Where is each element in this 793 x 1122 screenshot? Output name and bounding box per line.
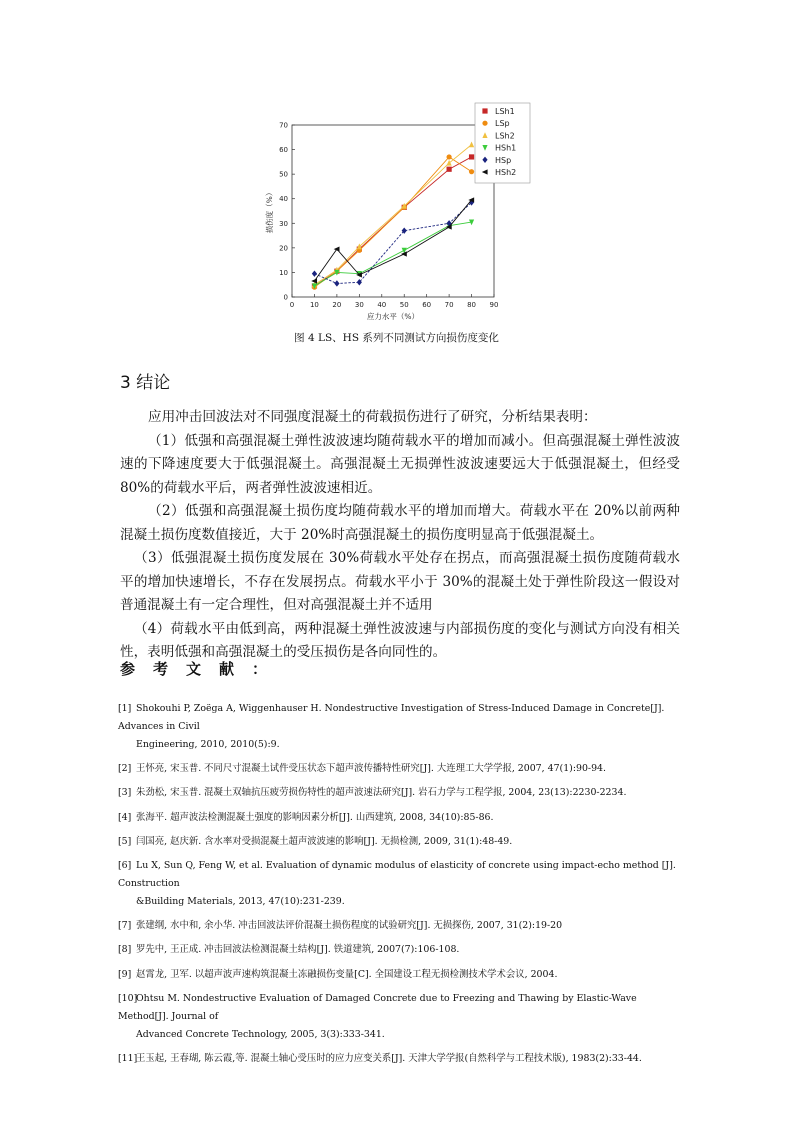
data-point-lsh2 <box>447 160 452 166</box>
paragraph-1: （1）低强和高强混凝土弹性波波速均随荷载水平的增加而减小。但高强混凝土弹性波波速的下降速度要大于低强混凝土。高强混凝土无损弹性波波速要远大于低强混凝土，但经受 80%的荷载水平后，两者弹性波波速相近。 <box>120 432 680 496</box>
x-tick-label: 90 <box>489 301 499 309</box>
y-tick-label: 50 <box>279 170 288 179</box>
chart-svg <box>262 100 542 322</box>
y-tick-label: 70 <box>279 121 288 130</box>
damage-chart <box>262 100 542 322</box>
series-line-lsh1 <box>314 157 471 286</box>
paragraph-3: （3）低强混凝土损伤度发展在 30%荷载水平处存在拐点，而高强混凝土损伤度随荷载水平的增加快速增长，不存在发展拐点。荷载水平小于 30%的混凝土处于弹性阶段这一假设对普通混凝土有一定合理性，但对高强混凝土并不适用 <box>120 550 680 613</box>
data-point-lsh1 <box>469 154 474 159</box>
reference-item <box>118 784 680 802</box>
reference-item <box>118 833 680 851</box>
reference-number: [11] <box>118 1052 138 1064</box>
reference-text: 闫国亮, 赵庆新. 含水率对受损混凝土超声波波速的影响[J]. 无损检测, 2009, 31(1):48-49. <box>136 835 513 847</box>
paragraph-intro: 应用冲击回波法对不同强度混凝土的荷载损伤进行了研究，分析结果表明： <box>148 409 597 425</box>
references-heading: 参考文献： <box>120 660 286 678</box>
x-tick-label: 50 <box>399 301 409 309</box>
reference-number: [2] <box>118 763 132 775</box>
reference-text: 王玉起, 王春瑚, 陈云霞,等. 混凝土轴心受压时的应力应变关系[J]. 天津大学学报(自然科学与工程技术版), 1983(2):33-44. <box>136 1052 642 1064</box>
reference-number: [5] <box>118 835 132 847</box>
data-point-lsh2 <box>357 243 362 249</box>
reference-text: Lu X, Sun Q, Feng W, et al. Evaluation of dynamic modulus of elasticity of concrete using impact-echo method [J]. Construction <box>118 859 676 889</box>
reference-text: 张建纲, 水中和, 余小华. 冲击回波法评价混凝土损伤程度的试验研究[J]. 无损探伤, 2007, 31(2):19-20 <box>136 920 563 932</box>
references-list <box>118 700 680 1074</box>
y-tick-label: 30 <box>279 219 288 228</box>
reference-item <box>118 966 680 984</box>
reference-number: [1] <box>118 703 132 714</box>
figure-caption: 图 4 LS、HS 系列不同测试方向损伤度变化 <box>294 332 499 344</box>
x-tick-label: 70 <box>444 301 454 309</box>
data-point-hsp <box>334 280 339 286</box>
legend-marker-lsp <box>482 121 487 126</box>
y-tick-label: 10 <box>279 268 288 277</box>
x-tick-label: 60 <box>422 301 432 309</box>
reference-number: [6] <box>118 859 132 871</box>
y-tick-label: 40 <box>279 195 288 204</box>
y-tick-label: 20 <box>279 244 288 253</box>
section-title: 3 结论 <box>120 373 171 393</box>
reference-item <box>118 809 680 827</box>
y-tick-label: 60 <box>279 146 288 155</box>
reference-text: Ohtsu M. Nondestructive Evaluation of Damaged Concrete due to Freezing and Thawing by Elastic-Wave Method[J]. Journal of <box>118 992 637 1022</box>
conclusion-body <box>120 406 680 665</box>
data-point-lsh2 <box>469 141 474 147</box>
reference-number: [4] <box>118 811 132 823</box>
reference-text: 罗先中, 王正成. 冲击回波法检测混凝土结构[J]. 铁道建筑, 2007(7):106-108. <box>136 944 460 956</box>
series-line-hsh1 <box>314 222 471 286</box>
legend-label: LSp <box>495 119 510 129</box>
legend-label: HSh2 <box>495 168 517 177</box>
paragraph-2: （2）低强和高强混凝土损伤度均随荷载水平的增加而增大。荷载水平在 20%以前两种混凝土损伤度数值接近，大于 20%时高强混凝土的损伤度明显高于低强混凝土。 <box>120 503 680 543</box>
legend-label: LSh1 <box>495 107 515 116</box>
y-axis-label: 损伤度（%） <box>265 188 274 234</box>
paragraph-4: （4）荷载水平由低到高，两种混凝土弹性波波速与内部损伤度的变化与测试方向没有相关性，表明低强和高强混凝土的受压损伤是各向同性的。 <box>120 620 680 660</box>
data-point-lsp <box>447 154 452 159</box>
reference-number: [7] <box>118 920 132 932</box>
reference-continuation: Advanced Concrete Technology, 2005, 3(3):333-341. <box>136 1028 385 1040</box>
legend-label: HSp <box>495 155 512 165</box>
reference-text: 朱劲松, 宋玉普. 混凝土双轴抗压疲劳损伤特性的超声波速法研究[J]. 岩石力学与工程学报, 2004, 23(13):2230-2234. <box>136 787 627 799</box>
reference-continuation: &Building Materials, 2013, 47(10):231-239. <box>136 895 345 907</box>
reference-number: [8] <box>118 944 132 956</box>
reference-item <box>118 700 680 754</box>
x-tick-label: 0 <box>289 301 295 309</box>
reference-item <box>118 760 680 778</box>
reference-text: 张海平. 超声波法检测混凝土强度的影响因素分析[J]. 山西建筑, 2008, 34(10):85-86. <box>136 811 494 823</box>
reference-text: 王怀亮, 宋玉普. 不同尺寸混凝土试件受压状态下超声波传播特性研究[J]. 大连理工大学学报, 2007, 47(1):90-94. <box>136 763 606 775</box>
x-tick-label: 30 <box>354 301 364 309</box>
legend-marker-lsh1 <box>482 108 487 113</box>
x-tick-label: 20 <box>332 301 342 309</box>
reference-text: 赵霄龙, 卫军. 以超声波声速构筑混凝土冻融损伤变量[C]. 全国建设工程无损检测技术学术会议, 2004. <box>136 968 558 980</box>
reference-number: [10] <box>118 992 138 1004</box>
reference-item <box>118 857 680 911</box>
reference-continuation: Engineering, 2010, 2010(5):9. <box>136 739 280 750</box>
x-tick-label: 10 <box>309 301 319 309</box>
reference-text: Shokouhi P, Zoëga A, Wiggenhauser H. Nondestructive Investigation of Stress-Induced Damage in Concrete[J]. Advances in Civil <box>118 703 665 732</box>
reference-item <box>118 1050 680 1068</box>
data-point-hsp <box>312 270 317 276</box>
reference-number: [3] <box>118 787 132 799</box>
legend-label: LSh2 <box>495 131 515 141</box>
data-point-hsh2 <box>334 246 340 251</box>
data-point-lsh1 <box>447 167 452 172</box>
reference-number: [9] <box>118 968 132 980</box>
reference-item <box>118 990 680 1044</box>
x-axis-label: 应力水平（%） <box>366 312 420 321</box>
data-point-lsp <box>469 169 474 174</box>
y-tick-label: 0 <box>283 293 288 302</box>
x-tick-label: 80 <box>467 301 477 309</box>
reference-item <box>118 941 680 959</box>
reference-item <box>118 917 680 935</box>
legend-label: HSh1 <box>495 143 517 153</box>
x-tick-label: 40 <box>377 301 387 309</box>
